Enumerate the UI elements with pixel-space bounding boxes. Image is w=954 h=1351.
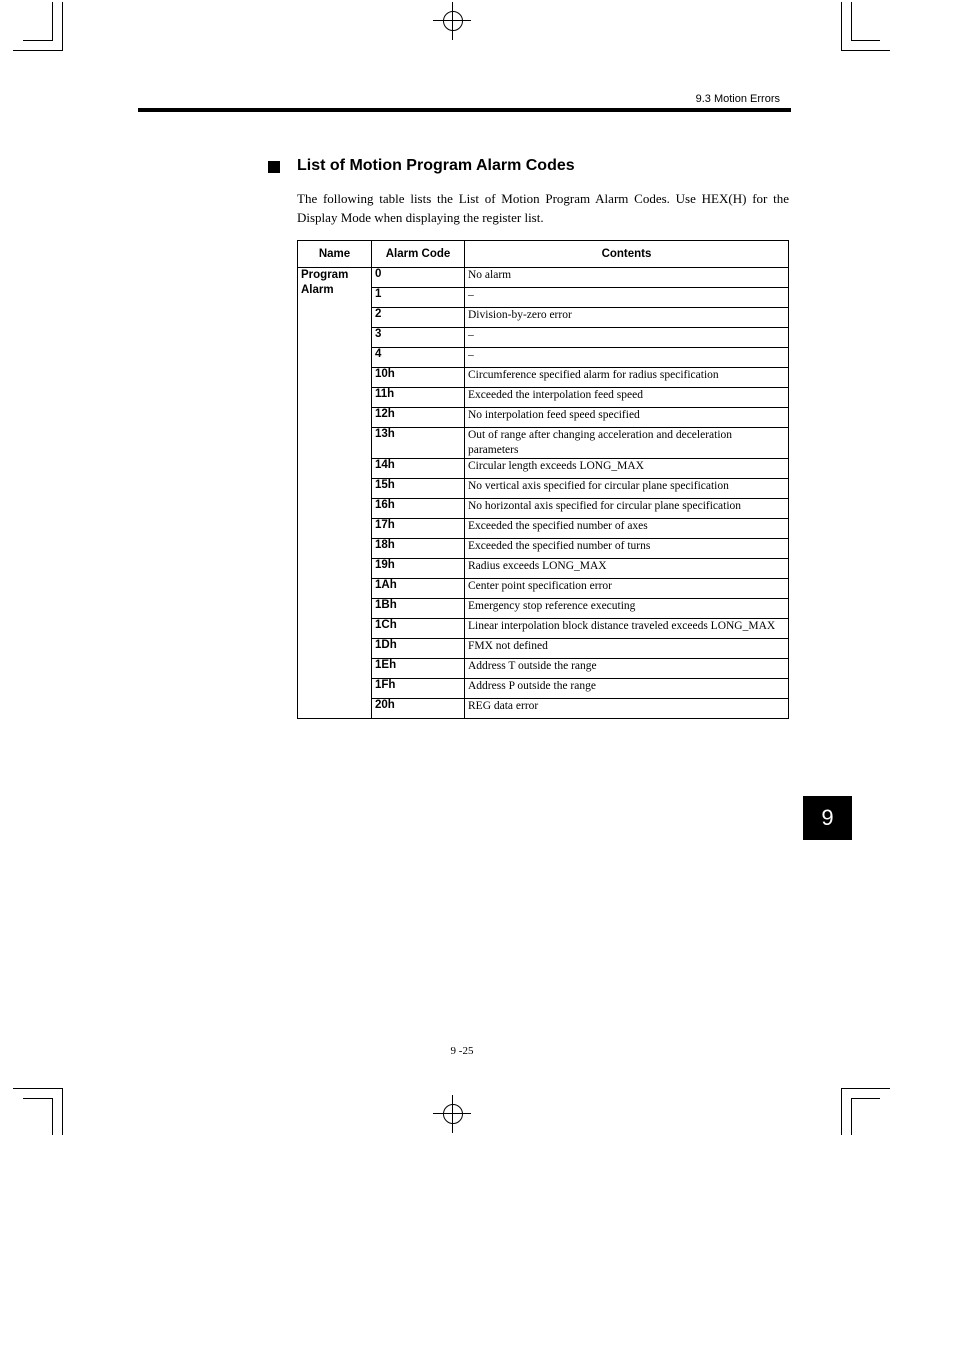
crop-mark-top-left-h2 xyxy=(23,40,53,41)
contents-cell: Center point specification error xyxy=(465,579,789,599)
crop-mark-bottom-left-h xyxy=(13,1088,63,1089)
crop-mark-bottom-right-v2 xyxy=(851,1098,852,1135)
table-row xyxy=(298,519,789,539)
contents-cell: FMX not defined xyxy=(465,639,789,659)
crop-mark-top-right-v2 xyxy=(851,2,852,40)
contents-cell: – xyxy=(465,288,789,308)
alarm-code-cell: 14h xyxy=(372,459,465,479)
name-cell: Program Alarm xyxy=(298,268,372,719)
page-number: 9 -25 xyxy=(450,1045,474,1057)
contents-cell: Exceeded the specified number of axes xyxy=(465,519,789,539)
contents-cell: Address T outside the range xyxy=(465,659,789,679)
crop-mark-top-left-h xyxy=(13,50,63,51)
reg-mark-bottom-circle xyxy=(443,1104,463,1124)
table-row xyxy=(298,559,789,579)
chapter-tab: 9 xyxy=(803,796,852,840)
crop-mark-top-left-v2 xyxy=(52,2,53,40)
alarm-code-cell: 13h xyxy=(372,428,465,459)
alarm-code-cell: 20h xyxy=(372,699,465,719)
table-row xyxy=(298,459,789,479)
contents-cell: Emergency stop reference executing xyxy=(465,599,789,619)
section-title: List of Motion Program Alarm Codes xyxy=(297,157,575,174)
table-row xyxy=(298,699,789,719)
contents-cell: Division-by-zero error xyxy=(465,308,789,328)
alarm-code-cell: 1Eh xyxy=(372,659,465,679)
crop-mark-bottom-left-h2 xyxy=(23,1098,53,1099)
alarm-code-cell: 1Ah xyxy=(372,579,465,599)
crop-mark-top-right-v xyxy=(841,2,842,50)
table-row xyxy=(298,599,789,619)
alarm-code-cell: 1Fh xyxy=(372,679,465,699)
crop-mark-bottom-right-v xyxy=(841,1088,842,1135)
header-contents: Contents xyxy=(465,241,789,268)
alarm-code-cell: 2 xyxy=(372,308,465,328)
contents-cell: Radius exceeds LONG_MAX xyxy=(465,559,789,579)
table-row xyxy=(298,479,789,499)
crop-mark-bottom-right-h xyxy=(841,1088,890,1089)
header-rule xyxy=(138,108,791,112)
table-row xyxy=(298,499,789,519)
crop-mark-top-right-h xyxy=(841,50,890,51)
contents-cell: No interpolation feed speed specified xyxy=(465,408,789,428)
header-name: Name xyxy=(298,241,372,268)
contents-cell: No horizontal axis specified for circular plane specification xyxy=(465,499,789,519)
alarm-code-cell: 4 xyxy=(372,348,465,368)
contents-cell: Linear interpolation block distance traveled exceeds LONG_MAX xyxy=(465,619,789,639)
contents-cell: Exceeded the interpolation feed speed xyxy=(465,388,789,408)
table-row xyxy=(298,639,789,659)
alarm-code-cell: 11h xyxy=(372,388,465,408)
table-row xyxy=(298,679,789,699)
table-row xyxy=(298,368,789,388)
contents-cell: – xyxy=(465,348,789,368)
table-row xyxy=(298,308,789,328)
alarm-code-cell: 3 xyxy=(372,328,465,348)
table-row xyxy=(298,408,789,428)
header-alarm-code: Alarm Code xyxy=(372,241,465,268)
alarm-code-cell: 15h xyxy=(372,479,465,499)
table-row xyxy=(298,619,789,639)
table-body xyxy=(298,268,789,719)
alarm-code-cell: 1Dh xyxy=(372,639,465,659)
alarm-code-cell: 0 xyxy=(372,268,465,288)
table-row xyxy=(298,348,789,368)
contents-cell: Address P outside the range xyxy=(465,679,789,699)
alarm-code-cell: 17h xyxy=(372,519,465,539)
alarm-code-cell: 16h xyxy=(372,499,465,519)
alarm-code-cell: 18h xyxy=(372,539,465,559)
crop-mark-bottom-right-h2 xyxy=(851,1098,880,1099)
crop-mark-top-right-h2 xyxy=(851,40,880,41)
contents-cell: Circumference specified alarm for radius specification xyxy=(465,368,789,388)
alarm-code-cell: 10h xyxy=(372,368,465,388)
alarm-code-table xyxy=(297,240,789,719)
table-row xyxy=(298,388,789,408)
alarm-code-cell: 12h xyxy=(372,408,465,428)
table-row xyxy=(298,579,789,599)
table-row xyxy=(298,659,789,679)
alarm-code-cell: 1Ch xyxy=(372,619,465,639)
table-row xyxy=(298,539,789,559)
table-row xyxy=(298,268,789,288)
crop-mark-bottom-left-v xyxy=(62,1088,63,1135)
reg-mark-top-circle xyxy=(443,11,463,31)
alarm-code-cell: 19h xyxy=(372,559,465,579)
contents-cell: REG data error xyxy=(465,699,789,719)
table-header-row xyxy=(298,241,789,268)
contents-cell: No alarm xyxy=(465,268,789,288)
contents-cell: Out of range after changing acceleration and deceleration parameters xyxy=(465,428,789,459)
alarm-code-cell: 1Bh xyxy=(372,599,465,619)
contents-cell: Circular length exceeds LONG_MAX xyxy=(465,459,789,479)
crop-mark-bottom-left-v2 xyxy=(52,1098,53,1135)
contents-cell: Exceeded the specified number of turns xyxy=(465,539,789,559)
alarm-code-cell: 1 xyxy=(372,288,465,308)
table-row xyxy=(298,428,789,459)
table-row xyxy=(298,328,789,348)
section-bullet-icon xyxy=(268,161,280,173)
running-header: 9.3 Motion Errors xyxy=(695,93,780,105)
intro-paragraph: The following table lists the List of Motion Program Alarm Codes. Use HEX(H) for the Display Mode when displaying the register list. xyxy=(297,191,789,225)
contents-cell: No vertical axis specified for circular plane specification xyxy=(465,479,789,499)
contents-cell: – xyxy=(465,328,789,348)
table-row xyxy=(298,288,789,308)
crop-mark-top-left-v xyxy=(62,2,63,50)
